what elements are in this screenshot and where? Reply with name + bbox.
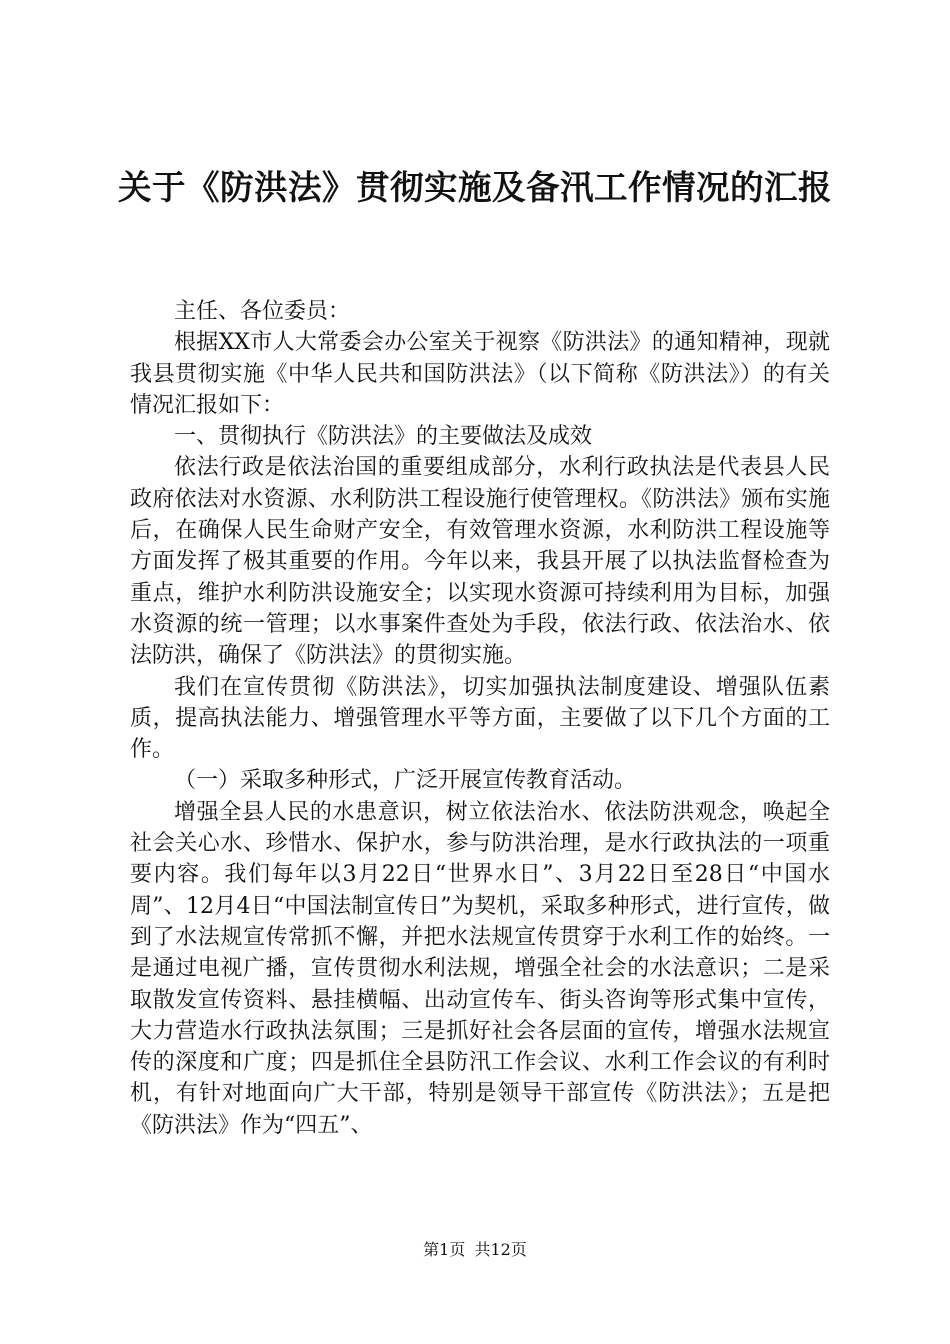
body-paragraph: 增强全县人民的水患意识，树立依法治水、依法防洪观念，唤起全社会关心水、珍惜水、保护水，参与防洪治理，是水行政执法的一项重要内容。我们每年以3月22日“世界水日”、3月22日至28日“中国水周”、12月4日“中国法制宣传日”为契机，采取多种形式，进行宣传，做到了水法规宣传常抓不懈，并把水法规宣传贯穿于水利工作的始终。一是通过电视广播，宣传贯彻水利法规，增强全社会的水法意识；二是采取散发宣传资料、悬挂横幅、出动宣传车、街头咨询等形式集中宣传，大力营造水行政执法氛围；三是抓好社会各层面的宣传，增强水法规宣传的深度和广度；四是抓住全县防汛工作会议、水利工作会议的有利时机，有针对地面向广大干部，特别是领导干部宣传《防洪法》；五是把《防洪法》作为“四五”、 (130, 799, 830, 1138)
document-title: 关于《防洪法》贯彻实施及备汛工作情况的汇报 (118, 168, 832, 207)
section-heading: 一、贯彻执行《防洪法》的主要做法及成效 (174, 424, 593, 450)
document-body (130, 296, 830, 1141)
subsection-heading: （一）采取多种形式，广泛开展宣传教育活动。 (174, 768, 637, 794)
salutation-paragraph: 主任、各位委员： (174, 299, 351, 324)
body-paragraph: 我们在宣传贯彻《防洪法》，切实加强执法制度建设、增强队伍素质，提高执法能力、增强管理水平等方面，主要做了以下几个方面的工作。 (130, 674, 830, 763)
body-paragraph: 依法行政是依法治国的重要组成部分，水利行政执法是代表县人民政府依法对水资源、水利防洪工程设施行使管理权。《防洪法》颁布实施后，在确保人民生命财产安全，有效管理水资源，水利防洪工程设施等方面发挥了极其重要的作用。今年以来，我县开展了以执法监督检查为重点，维护水利防洪设施安全；以实现水资源可持续利用为目标，加强水资源的统一管理；以水事案件查处为手段，依法行政、依法治水、依法防洪，确保了《防洪法》的贯彻实施。 (130, 455, 830, 669)
intro-paragraph: 根据XX市人大常委会办公室关于视察《防洪法》的通知精神，现就我县贯彻实施《中华人民共和国防洪法》（以下简称《防洪法》）的有关情况汇报如下： (130, 330, 830, 418)
page-number: 第1页 (423, 1240, 466, 1259)
page-total: 共12页 (474, 1240, 527, 1259)
page-footer (0, 1240, 950, 1260)
